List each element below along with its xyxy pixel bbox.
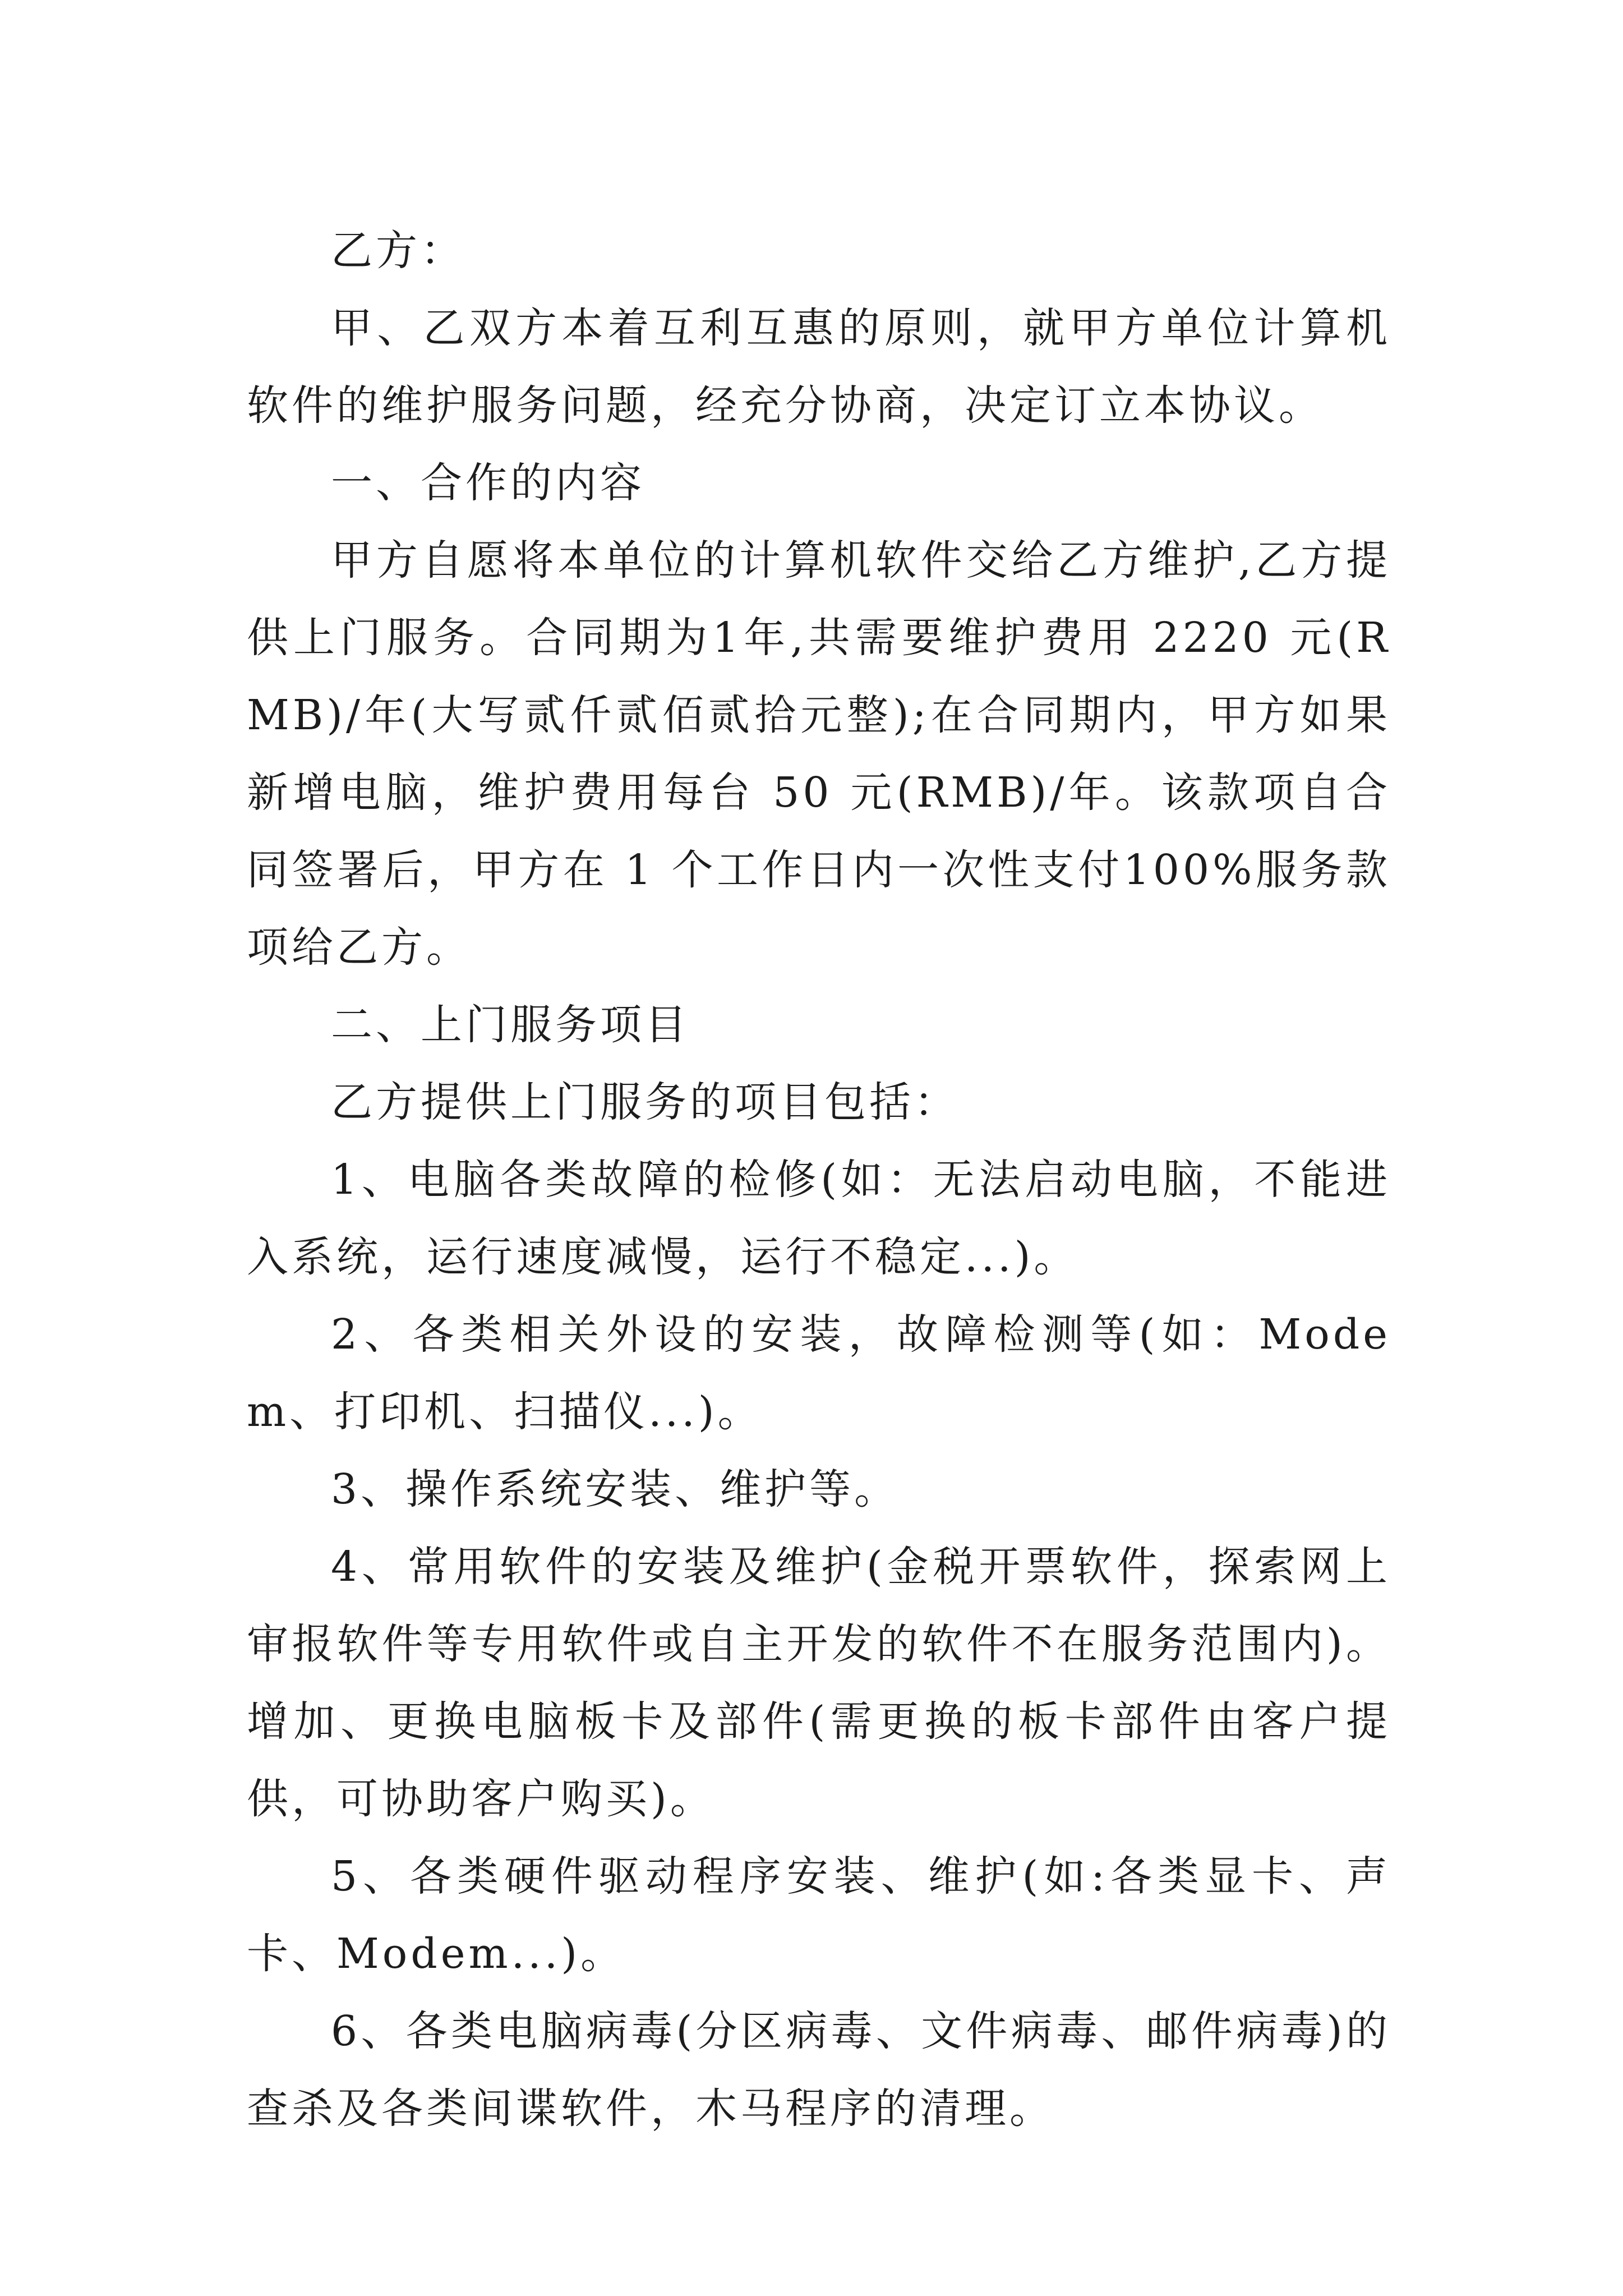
service-item-5: 5、各类硬件驱动程序安装、维护(如:各类显卡、声卡、Modem...)。 <box>247 1852 1391 1978</box>
section-heading-onsite-services: 二、上门服务项目 <box>331 1001 690 1049</box>
cooperation-terms: 甲方自愿将本单位的计算机软件交给乙方维护,乙方提供上门服务。合同期为1年,共需要维护费用 2220 元(RMB)/年(大写贰仟贰佰贰拾元整);在合同期内，甲方如果新增电脑，维护费用每台 50 元(RMB)/年。该款项自合同签署后，甲方在 1 个工作日内一次性支付100%服务款项给乙方。 <box>247 536 1391 972</box>
service-item-6: 6、各类电脑病毒(分区病毒、文件病毒、邮件病毒)的查杀及各类间谍软件，木马程序的清理。 <box>247 2007 1391 2133</box>
party-b-label: 乙方： <box>331 227 465 275</box>
document-body <box>247 212 1391 2147</box>
service-item-2: 2、各类相关外设的安装，故障检测等(如：Modem、打印机、扫描仪...)。 <box>247 1310 1391 1436</box>
section-heading-cooperation: 一、合作的内容 <box>331 459 645 507</box>
services-intro: 乙方提供上门服务的项目包括： <box>331 1078 959 1126</box>
agreement-preamble: 甲、乙双方本着互利互惠的原则，就甲方单位计算机软件的维护服务问题，经充分协商，决定订立本协议。 <box>247 304 1391 430</box>
service-item-3: 3、操作系统安装、维护等。 <box>331 1465 900 1513</box>
service-item-1: 1、电脑各类故障的检修(如：无法启动电脑，不能进入系统，运行速度减慢，运行不稳定...)。 <box>247 1156 1391 1281</box>
service-item-4: 4、常用软件的安装及维护(金税开票软件，探索网上审报软件等专用软件或自主开发的软件不在服务范围内)。增加、更换电脑板卡及部件(需更换的板卡部件由客户提供，可协助客户购买)。 <box>247 1543 1391 1823</box>
